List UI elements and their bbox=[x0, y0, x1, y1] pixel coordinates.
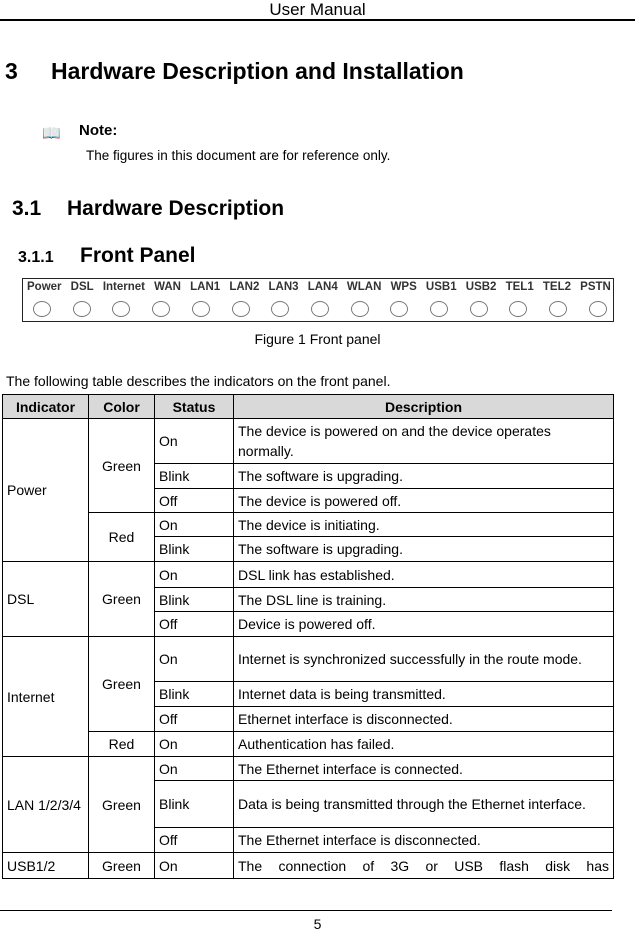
description-cell: Device is powered off. bbox=[234, 612, 614, 637]
table-row bbox=[3, 732, 614, 757]
figure-caption: Figure 1 Front panel bbox=[254, 331, 381, 347]
description-cell: The device is initiating. bbox=[234, 513, 614, 537]
status-cell: On bbox=[155, 757, 234, 781]
description-cell: Data is being transmitted through the Ethernet interface. bbox=[234, 781, 614, 828]
status-cell: Off bbox=[155, 612, 234, 637]
front-panel-label: WLAN bbox=[346, 281, 382, 293]
led-indicator-icon bbox=[271, 301, 289, 317]
color-cell: Red bbox=[89, 732, 155, 757]
table-row bbox=[3, 562, 614, 588]
indicator-cell: USB1/2 bbox=[3, 853, 89, 879]
description-cell: DSL link has established. bbox=[234, 562, 614, 588]
front-panel-label: LAN1 bbox=[190, 281, 221, 293]
chapter-heading bbox=[5, 58, 464, 85]
description-cell: Authentication has failed. bbox=[234, 732, 614, 757]
subsection-heading bbox=[18, 244, 196, 268]
chapter-title: Hardware Description and Installation bbox=[51, 58, 464, 84]
led-indicator-icon bbox=[73, 301, 91, 317]
color-cell: Green bbox=[89, 853, 155, 879]
front-panel-label: Power bbox=[27, 281, 62, 293]
header-indicator: Indicator bbox=[3, 395, 89, 419]
front-panel-leds bbox=[33, 301, 607, 317]
header-status: Status bbox=[155, 395, 234, 419]
led-indicator-icon bbox=[311, 301, 329, 317]
table-intro: The following table describes the indicators on the front panel. bbox=[6, 373, 391, 389]
table-row bbox=[3, 757, 614, 781]
indicator-table bbox=[2, 394, 614, 879]
description-cell: Internet data is being transmitted. bbox=[234, 682, 614, 707]
description-cell: The DSL line is training. bbox=[234, 588, 614, 612]
section-title: Hardware Description bbox=[67, 197, 285, 220]
front-panel-label: WPS bbox=[390, 281, 417, 293]
table-row bbox=[3, 419, 614, 464]
status-cell: On bbox=[155, 637, 234, 682]
table-header-row bbox=[3, 395, 614, 419]
book-icon: 📖 bbox=[42, 125, 61, 142]
indicator-cell: LAN 1/2/3/4 bbox=[3, 757, 89, 853]
led-indicator-icon bbox=[33, 301, 51, 317]
front-panel-label: TEL1 bbox=[505, 281, 534, 293]
status-cell: On bbox=[155, 562, 234, 588]
status-cell: Blink bbox=[155, 781, 234, 828]
indicator-cell: Internet bbox=[3, 637, 89, 757]
front-panel-labels bbox=[27, 281, 611, 293]
description-cell: Internet is synchronized successfully in the route mode. bbox=[234, 637, 614, 682]
led-indicator-icon bbox=[589, 301, 607, 317]
front-panel-label: TEL2 bbox=[542, 281, 572, 293]
front-panel-figure bbox=[22, 278, 614, 322]
indicator-cell: DSL bbox=[3, 562, 89, 637]
front-panel-label: DSL bbox=[70, 281, 94, 293]
led-indicator-icon bbox=[390, 301, 408, 317]
led-indicator-icon bbox=[430, 301, 448, 317]
table-row bbox=[3, 513, 614, 537]
description-cell: The software is upgrading. bbox=[234, 464, 614, 489]
description-cell: Ethernet interface is disconnected. bbox=[234, 707, 614, 732]
status-cell: Blink bbox=[155, 588, 234, 612]
led-indicator-icon bbox=[470, 301, 488, 317]
led-indicator-icon bbox=[152, 301, 170, 317]
description-cell: The connection of 3G or USB flash disk has bbox=[234, 853, 614, 879]
color-cell: Red bbox=[89, 513, 155, 562]
description-cell: The device is powered on and the device operates normally. bbox=[234, 419, 614, 464]
description-cell: The Ethernet interface is connected. bbox=[234, 757, 614, 781]
color-cell: Green bbox=[89, 419, 155, 513]
section-number: 3.1 bbox=[12, 197, 42, 220]
description-cell: The software is upgrading. bbox=[234, 537, 614, 562]
header-color: Color bbox=[89, 395, 155, 419]
section-heading bbox=[12, 197, 284, 221]
led-indicator-icon bbox=[112, 301, 130, 317]
status-cell: On bbox=[155, 853, 234, 879]
front-panel-label: LAN4 bbox=[307, 281, 338, 293]
description-cell: The device is powered off. bbox=[234, 489, 614, 513]
status-cell: Off bbox=[155, 707, 234, 732]
subsection-number: 3.1.1 bbox=[18, 249, 54, 266]
footer-rule bbox=[0, 910, 612, 911]
status-cell: On bbox=[155, 732, 234, 757]
color-cell: Green bbox=[89, 562, 155, 637]
indicator-cell: Power bbox=[3, 419, 89, 562]
front-panel-label: LAN2 bbox=[229, 281, 260, 293]
led-indicator-icon bbox=[509, 301, 527, 317]
color-cell: Green bbox=[89, 757, 155, 853]
led-indicator-icon bbox=[351, 301, 369, 317]
color-cell: Green bbox=[89, 637, 155, 732]
page-header: User Manual bbox=[269, 0, 366, 19]
status-cell: Blink bbox=[155, 464, 234, 489]
table-row bbox=[3, 637, 614, 682]
status-cell: Blink bbox=[155, 682, 234, 707]
led-indicator-icon bbox=[192, 301, 210, 317]
note-label: Note: bbox=[79, 122, 118, 139]
page-number: 5 bbox=[313, 916, 322, 932]
status-cell: Blink bbox=[155, 537, 234, 562]
status-cell: On bbox=[155, 419, 234, 464]
header-rule bbox=[0, 19, 635, 21]
front-panel-label: USB1 bbox=[425, 281, 457, 293]
front-panel-label: WAN bbox=[154, 281, 181, 293]
chapter-number: 3 bbox=[5, 58, 18, 84]
table-row bbox=[3, 853, 614, 879]
note-text: The figures in this document are for reference only. bbox=[86, 148, 391, 163]
front-panel-label: LAN3 bbox=[268, 281, 299, 293]
led-indicator-icon bbox=[232, 301, 250, 317]
header-description: Description bbox=[234, 395, 614, 419]
front-panel-label: USB2 bbox=[465, 281, 497, 293]
subsection-title: Front Panel bbox=[80, 244, 196, 267]
status-cell: Off bbox=[155, 489, 234, 513]
description-cell: The Ethernet interface is disconnected. bbox=[234, 828, 614, 853]
status-cell: Off bbox=[155, 828, 234, 853]
led-indicator-icon bbox=[549, 301, 567, 317]
front-panel-label: Internet bbox=[102, 281, 145, 293]
status-cell: On bbox=[155, 513, 234, 537]
front-panel-label: PSTN bbox=[580, 281, 611, 293]
